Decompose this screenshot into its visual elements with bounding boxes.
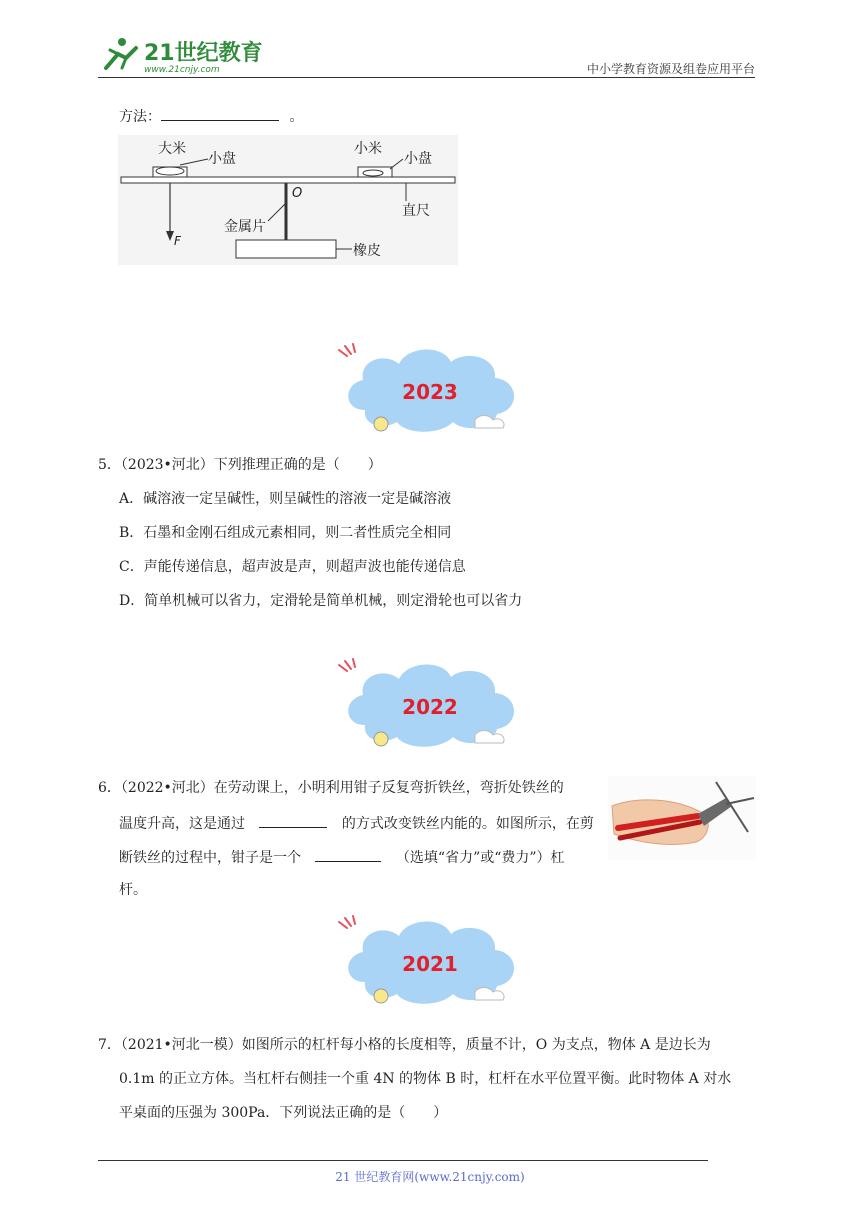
ruler	[121, 177, 455, 183]
label-pivot: O	[292, 186, 303, 201]
runner-icon	[106, 38, 136, 68]
header-divider	[98, 77, 755, 78]
q6-line3	[119, 847, 565, 867]
q6-line4: 杆。	[119, 882, 147, 898]
label-metal: 金属片	[224, 219, 266, 235]
method-label: 方法：	[119, 109, 161, 125]
site-logo	[92, 34, 262, 74]
q5-option-d[interactable]: D．简单机械可以省力，定滑轮是简单机械，则定滑轮也可以省力	[119, 593, 523, 609]
q7-line1: 7．（2021•河北一模）如图所示的杠杆每小格的长度相等，质量不计，O 为支点，物体 A 是边长为	[98, 1037, 711, 1053]
pliers-image	[608, 776, 756, 860]
q6-blank-2[interactable]	[315, 847, 381, 862]
lever-figure	[118, 135, 458, 265]
year-banner-2023	[325, 340, 535, 440]
svg-text:2021: 2021	[402, 952, 458, 976]
bulb-icon	[374, 732, 388, 746]
footer-link[interactable]: 21 世纪教育网(www.21cnjy.com)	[335, 1170, 525, 1184]
method-line	[119, 106, 303, 126]
label-force: F	[174, 234, 181, 248]
method-blank[interactable]	[161, 106, 279, 121]
label-millet: 小米	[354, 141, 382, 157]
q5-option-a[interactable]: A．碱溶液一定呈碱性，则呈碱性的溶液一定是碱溶液	[119, 491, 452, 507]
label-plate-left: 小盘	[208, 151, 236, 167]
method-end: 。	[289, 109, 304, 125]
q5-option-b[interactable]: B．石墨和金刚石组成元素相同，则二者性质完全相同	[119, 525, 452, 541]
q7-line2: 0.1m 的正立方体。当杠杆右侧挂一个重 4N 的物体 B 时，杠杆在水平位置平衡。此时物体 A 对水	[119, 1071, 732, 1087]
header-slogan: 中小学教育资源及组卷应用平台	[586, 62, 755, 76]
year-banner-2021	[325, 912, 535, 1012]
logo-url: www.21cnjy.com	[144, 65, 220, 74]
q6-line3-start: 断铁丝的过程中，钳子是一个	[119, 850, 301, 866]
label-rice: 大米	[158, 141, 186, 157]
eraser	[236, 240, 336, 258]
footer-divider	[98, 1160, 708, 1161]
q6-line1: 6．（2022•河北）在劳动课上，小明利用钳子反复弯折铁丝，弯折处铁丝的	[98, 780, 564, 796]
bulb-icon	[374, 417, 388, 431]
q6-blank-1[interactable]	[259, 813, 327, 828]
svg-text:2023: 2023	[402, 380, 458, 404]
q6-line2	[119, 813, 594, 833]
logo-text: 21世纪教育	[144, 41, 262, 66]
svg-text:2022: 2022	[402, 695, 458, 719]
label-plate-right: 小盘	[404, 151, 432, 167]
q5-option-c[interactable]: C．声能传递信息，超声波是声，则超声波也能传递信息	[119, 559, 466, 575]
label-eraser: 橡皮	[353, 243, 381, 259]
q6-line2-start: 温度升高，这是通过	[119, 816, 245, 832]
q6-line2-end: 的方式改变铁丝内能的。如图所示，在剪	[341, 816, 594, 832]
q7-line3: 平桌面的压强为 300Pa．下列说法正确的是（ ）	[119, 1105, 448, 1121]
year-banner-2022	[325, 655, 535, 755]
bulb-icon	[374, 989, 388, 1003]
q5-stem: 5．（2023•河北）下列推理正确的是（ ）	[98, 457, 382, 473]
q6-line3-end: （选填“省力”或“费力”）杠	[395, 850, 565, 866]
label-ruler: 直尺	[402, 203, 430, 219]
